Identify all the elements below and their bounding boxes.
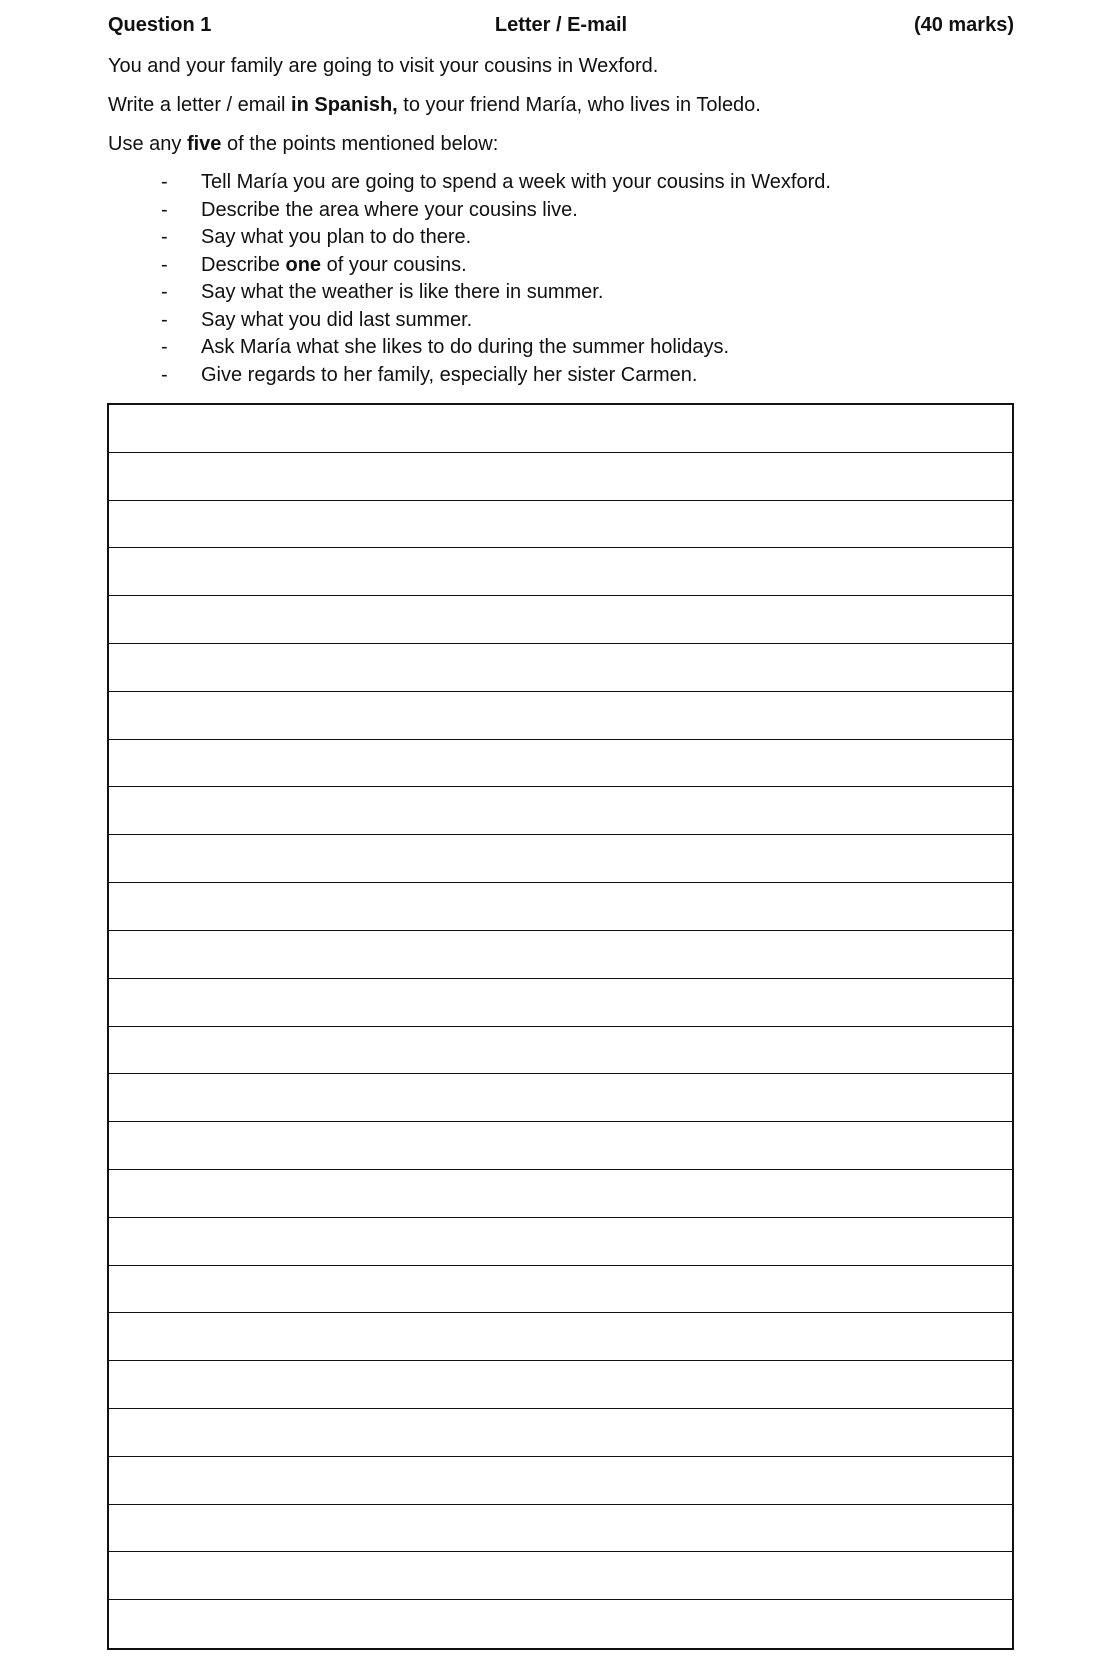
answer-writing-area[interactable]	[107, 403, 1014, 1650]
point-text-start: Give regards to her family, especially her sister Carmen.	[201, 363, 698, 386]
answer-line	[109, 1312, 1012, 1313]
answer-line	[109, 1121, 1012, 1122]
answer-line	[109, 1169, 1012, 1170]
point-text-start: Tell María you are going to spend a week with your cousins in Wexford.	[201, 171, 831, 193]
bullet-dash: -	[161, 226, 168, 248]
point-text	[201, 197, 578, 225]
point-text	[201, 307, 472, 335]
bullet-dash: -	[161, 253, 168, 276]
answer-line	[109, 691, 1012, 692]
point-text	[201, 224, 471, 252]
answer-line	[109, 739, 1012, 740]
bullet-dash: -	[161, 308, 168, 331]
points-instruction	[108, 130, 498, 158]
bullet-dash: -	[161, 281, 168, 303]
points-instruction-start: Use any	[108, 133, 187, 155]
answer-line	[109, 1073, 1012, 1074]
point-text-start: Say what the weather is like there in summer.	[201, 281, 604, 303]
answer-line	[109, 882, 1012, 883]
points-instruction-end: of the points mentioned below:	[221, 133, 499, 155]
question-marks: (40 marks)	[913, 14, 1014, 36]
answer-line	[109, 500, 1012, 501]
point-text	[201, 362, 697, 390]
answer-line	[109, 930, 1012, 931]
answer-line	[109, 1217, 1012, 1218]
answer-line	[109, 452, 1012, 453]
bullet-dash: -	[161, 336, 168, 358]
answer-line	[109, 1504, 1012, 1505]
answer-line	[109, 978, 1012, 979]
bullet-dash: -	[161, 171, 168, 193]
point-text-end: of your cousins.	[321, 253, 467, 276]
point-text-start: Describe	[201, 253, 286, 276]
question-title: Letter / E-mail	[494, 14, 628, 36]
answer-line	[109, 834, 1012, 835]
points-count: five	[186, 133, 222, 155]
intro-sentence	[108, 52, 658, 80]
point-text	[201, 252, 467, 280]
answer-line	[109, 643, 1012, 644]
point-text-start: Ask María what she likes to do during the summer holidays.	[201, 336, 730, 358]
answer-line	[109, 1026, 1012, 1027]
point-text	[201, 334, 729, 362]
answer-line	[109, 1551, 1012, 1552]
bullet-dash: -	[161, 198, 168, 221]
question-number: Question 1	[108, 14, 212, 36]
point-text	[201, 279, 603, 307]
bullet-dash: -	[161, 363, 168, 386]
point-text-emphasis: one	[285, 253, 322, 276]
answer-line	[109, 1265, 1012, 1266]
instruction-text-end: to your friend María, who lives in Toledo.	[397, 94, 761, 116]
instruction-text-start: Write a letter / email	[108, 94, 292, 116]
question-header	[108, 14, 1014, 42]
point-text-start: Say what you plan to do there.	[201, 226, 472, 248]
answer-line	[109, 547, 1012, 548]
answer-line	[109, 786, 1012, 787]
instruction-language: in Spanish,	[291, 94, 398, 116]
answer-line	[109, 595, 1012, 596]
answer-line	[109, 1456, 1012, 1457]
point-text	[201, 169, 831, 197]
instruction-sentence	[108, 91, 761, 119]
answer-line	[109, 1408, 1012, 1409]
answer-line	[109, 1599, 1012, 1600]
point-text-start: Describe the area where your cousins live.	[201, 198, 578, 221]
intro-text: You and your family are going to visit your cousins in Wexford.	[108, 55, 659, 77]
point-text-start: Say what you did last summer.	[201, 308, 473, 331]
answer-line	[109, 1360, 1012, 1361]
